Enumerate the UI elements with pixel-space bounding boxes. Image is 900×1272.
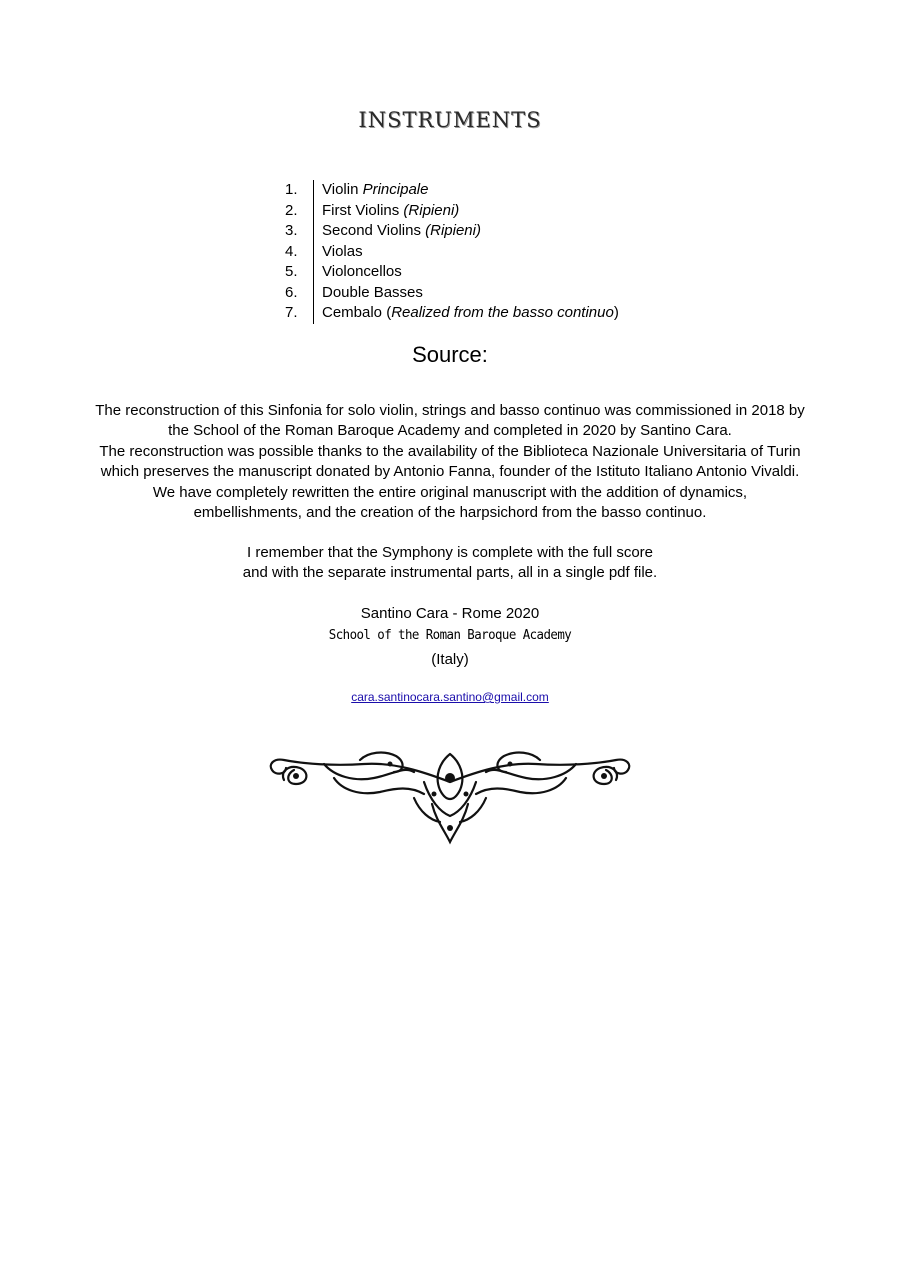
instrument-name: Violas xyxy=(313,242,363,263)
instrument-name: First Violins (Ripieni) xyxy=(313,201,459,222)
list-item xyxy=(285,201,619,222)
text-line: the School of the Roman Baroque Academy and completed in 2020 by Santino Cara. xyxy=(168,422,732,440)
source-paragraph xyxy=(0,401,900,523)
text-line: The reconstruction of this Sinfonia for solo violin, strings and basso continuo was commissioned in 2018 by xyxy=(95,402,805,419)
list-number: 6. xyxy=(285,283,298,301)
signature-name: Santino Cara - Rome 2020 xyxy=(360,605,540,622)
email-link[interactable]: cara.santinocara.santino@gmail.com xyxy=(351,690,549,704)
email-container xyxy=(0,690,900,704)
page-title: INSTRUMENTS xyxy=(358,108,542,132)
academy-name: School of the Roman Baroque Academy xyxy=(328,627,572,643)
list-number: 1. xyxy=(285,181,298,198)
list-number: 2. xyxy=(285,201,298,219)
list-number: 4. xyxy=(285,242,298,260)
list-item xyxy=(285,283,619,304)
country-label: (Italy) xyxy=(431,651,469,668)
instruments-list xyxy=(285,180,619,324)
instrument-name: Second Violins (Ripieni) xyxy=(313,221,481,242)
list-item xyxy=(285,262,619,283)
list-item xyxy=(285,242,619,263)
source-heading: Source: xyxy=(412,342,488,367)
text-line: embellishments, and the creation of the harpsichord from the basso continuo. xyxy=(193,504,707,522)
list-number: 7. xyxy=(285,304,298,321)
instrument-name: Cembalo (Realized from the basso continuo) xyxy=(313,303,619,324)
text-line: which preserves the manuscript donated by Antonio Fanna, founder of the Istituto Italiano Antonio Vivaldi. xyxy=(100,463,800,481)
text-line: We have completely rewritten the entire original manuscript with the addition of dynamics, xyxy=(152,483,748,501)
note-paragraph xyxy=(0,543,900,584)
text-line: The reconstruction was possible thanks to the availability of the Biblioteca Nazionale Universitaria of Turin xyxy=(99,442,801,460)
list-item xyxy=(285,303,619,324)
instrument-name: Double Basses xyxy=(313,283,423,304)
list-item xyxy=(285,221,619,242)
ornament-flourish-icon xyxy=(264,742,636,848)
list-number: 3. xyxy=(285,222,298,239)
list-number: 5. xyxy=(285,263,298,280)
list-item xyxy=(285,180,619,201)
instrument-name: Violin Principale xyxy=(313,180,428,201)
text-line: I remember that the Symphony is complete with the full score xyxy=(246,544,653,561)
instrument-name: Violoncellos xyxy=(313,262,402,283)
text-line: and with the separate instrumental parts, all in a single pdf file. xyxy=(242,564,658,582)
